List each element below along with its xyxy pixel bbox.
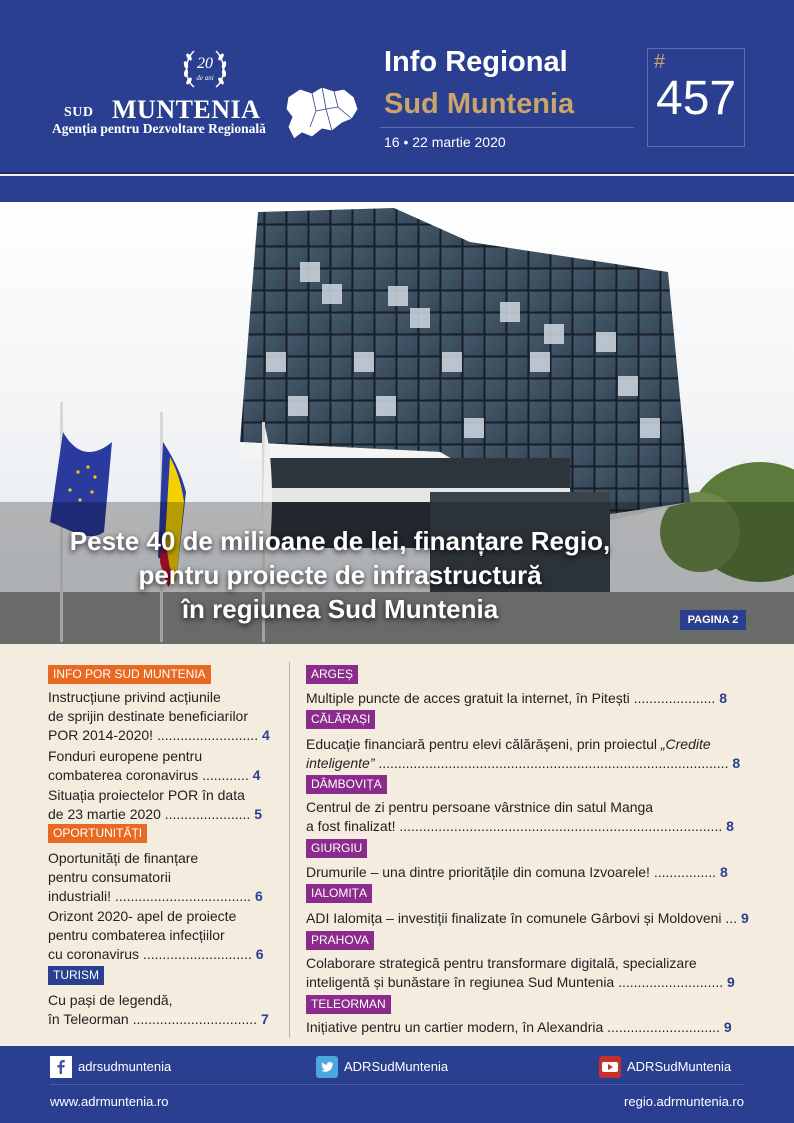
- issue-number: 457: [656, 72, 737, 125]
- logo-muntenia: MUNTENIA: [112, 95, 261, 124]
- facebook-icon: [50, 1056, 72, 1078]
- entry-line: industriali! ................................... 6: [48, 888, 263, 904]
- toc-entry-orizont[interactable]: [48, 907, 264, 964]
- page-number: 8: [719, 690, 727, 706]
- masthead: [0, 0, 794, 172]
- entry-line: pentru consumatorii: [48, 869, 171, 885]
- entry-line: Fonduri europene pentru: [48, 748, 203, 764]
- category-turism: TURISM: [48, 966, 104, 985]
- toc-entry-prahova[interactable]: [306, 954, 735, 992]
- entry-line: Centrul de zi pentru persoane vârstnice din satul Manga: [306, 799, 654, 815]
- issue-date: 16 • 22 martie 2020: [384, 134, 506, 150]
- entry-line: POR 2014-2020! .......................... 4: [48, 727, 270, 743]
- footer: adrsudmuntenia ADRSudMuntenia ADRSudMuntenia www.adrmuntenia.ro regio.adrmuntenia.ro: [0, 1046, 794, 1123]
- page-number: 6: [255, 946, 264, 962]
- website-link-regio[interactable]: regio.adrmuntenia.ro: [624, 1094, 744, 1109]
- toc-entry-calarasi[interactable]: [306, 735, 740, 773]
- entry-line: Multiple puncte de acces gratuit la internet, în Pitești ..................... 8: [306, 690, 727, 706]
- column-divider: [289, 662, 290, 1038]
- entry-line: Drumurile – una dintre prioritățile din comuna Izvoarele! ................ 8: [306, 864, 728, 880]
- entry-line: cu coronavirus ............................ 6: [48, 946, 264, 962]
- anniversary-number: 20: [197, 55, 213, 72]
- toc-entry-dambovita[interactable]: [306, 798, 734, 836]
- entry-line: Oportunități de finanțare: [48, 850, 199, 866]
- headline-line-1: Peste 40 de milioane de lei, finanțare Regio,: [69, 526, 611, 556]
- header-divider: [0, 172, 794, 174]
- entry-line: în Teleorman ................................ 7: [48, 1011, 269, 1027]
- page-number: 8: [726, 818, 734, 834]
- page-badge[interactable]: PAGINA 2: [680, 610, 746, 630]
- newsletter-title: Info Regional: [384, 46, 568, 78]
- youtube-icon: [599, 1056, 621, 1078]
- entry-line: Situația proiectelor POR în data: [48, 787, 245, 803]
- category-giurgiu: GIURGIU: [306, 839, 367, 858]
- agency-logo[interactable]: [50, 45, 360, 155]
- category-ialomita: IALOMIȚA: [306, 884, 372, 903]
- page-number: 6: [254, 888, 263, 904]
- twitter-icon: [316, 1056, 338, 1078]
- page-number: 8: [732, 755, 741, 771]
- entry-line: Colaborare strategică pentru transformare digitală, specializare: [306, 955, 697, 971]
- issue-number-box: [647, 48, 745, 147]
- entry-line: Instrucțiune privind acțiunile: [48, 689, 221, 705]
- toc-entry-giurgiu[interactable]: [306, 863, 728, 882]
- category-teleorman: TELEORMAN: [306, 995, 391, 1014]
- entry-line: combaterea coronavirus ............ 4: [48, 767, 261, 783]
- headline-line-3: în regiunea Sud Muntenia: [181, 594, 499, 624]
- toc-entry-legenda[interactable]: [48, 991, 269, 1029]
- title-divider: [380, 127, 634, 128]
- entry-line: ADI Ialomița – investiții finalizate în comunele Gârbovi și Moldoveni ... 9: [306, 910, 749, 926]
- table-of-contents: [0, 644, 794, 1046]
- page-number: 8: [719, 864, 728, 880]
- toc-entry-fonduri[interactable]: [48, 747, 260, 785]
- page-number: 9: [723, 1019, 732, 1035]
- page-number: 9: [740, 910, 749, 926]
- website-link-main[interactable]: www.adrmuntenia.ro: [50, 1094, 169, 1109]
- category-info-por: INFO POR SUD MUNTENIA: [48, 665, 211, 684]
- page-number: 5: [254, 806, 263, 822]
- entry-line: Educație financiară pentru elevi călărășeni, prin proiectul „Credite: [306, 736, 711, 752]
- newsletter-subtitle: Sud Muntenia: [384, 88, 575, 120]
- header-strip: [0, 176, 794, 202]
- category-prahova: PRAHOVA: [306, 931, 374, 950]
- hero-headline[interactable]: [0, 524, 680, 626]
- entry-line: pentru combaterea infecțiilor: [48, 927, 225, 943]
- category-oportunitati: OPORTUNITĂȚI: [48, 824, 147, 843]
- category-arges: ARGEȘ: [306, 665, 358, 684]
- entry-line: Orizont 2020- apel de proiecte: [48, 908, 237, 924]
- toc-entry-arges[interactable]: [306, 689, 727, 708]
- hero-photo[interactable]: [0, 202, 794, 644]
- category-calarasi: CĂLĂRAȘI: [306, 710, 375, 729]
- entry-line: a fost finalizat! ................................................................................... 8: [306, 818, 734, 834]
- category-dambovita: DÂMBOVIȚA: [306, 775, 387, 794]
- page-number: 4: [261, 727, 270, 743]
- page-number: 7: [260, 1011, 269, 1027]
- entry-line: de 23 martie 2020 ...................... 5: [48, 806, 263, 822]
- footer-divider: [50, 1084, 744, 1085]
- page-number: 4: [252, 767, 261, 783]
- logo-sud: SUD: [64, 105, 94, 120]
- toc-entry-situatia[interactable]: [48, 786, 262, 824]
- anniversary-subtitle: de ani: [196, 74, 214, 82]
- entry-line: Cu pași de legendă,: [48, 992, 173, 1008]
- toc-entry-teleorman[interactable]: [306, 1018, 732, 1037]
- toc-entry-ialomita[interactable]: [306, 909, 749, 928]
- entry-line: inteligente” .......................................................................................... 8: [306, 755, 741, 771]
- entry-line: Inițiative pentru un cartier modern, în Alexandria ............................. 9: [306, 1019, 732, 1035]
- logo-agency-name: Agenția pentru Dezvoltare Regională: [52, 121, 266, 136]
- toc-entry-oportunitati[interactable]: [48, 849, 263, 906]
- page-number: 9: [727, 974, 735, 990]
- hash-symbol: #: [654, 51, 666, 73]
- entry-line: de sprijin destinate beneficiarilor: [48, 708, 248, 724]
- toc-entry-instructiune[interactable]: [48, 688, 270, 745]
- region-map-icon: [282, 83, 362, 145]
- entry-line: inteligentă și bunăstare în regiunea Sud Muntenia ........................... 9: [306, 974, 735, 990]
- headline-line-2: pentru proiecte de infrastructură: [138, 560, 542, 590]
